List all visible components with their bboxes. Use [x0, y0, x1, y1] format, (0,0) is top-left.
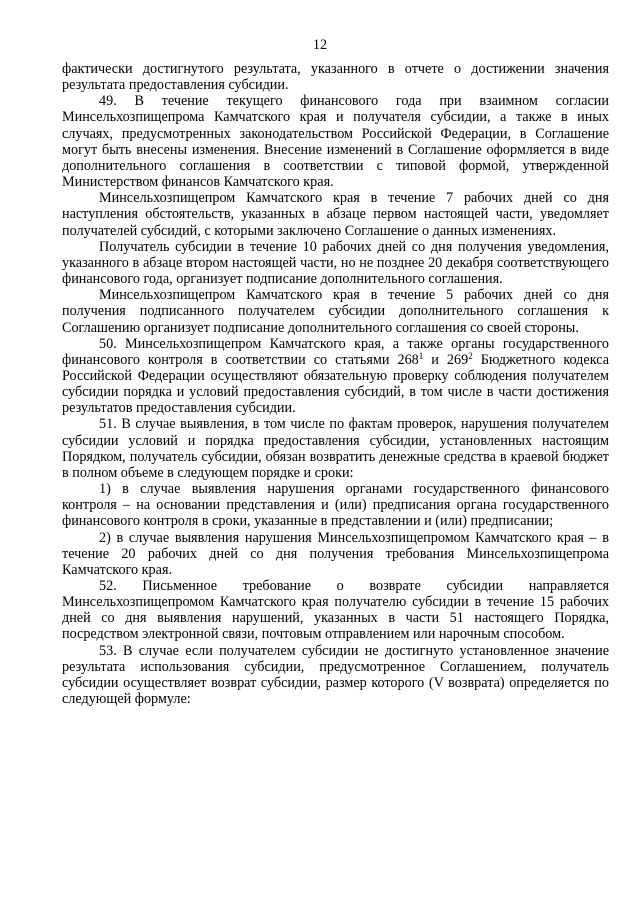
paragraph-50-text-a: 50. Минсельхозпищепром Камчатского края, а также органы государственного финансового контроля в соответствии со статьями 268 — [62, 335, 609, 368]
paragraph-50 — [62, 336, 609, 417]
paragraph-continuation: фактически достигнутого результата, указанного в отчете о достижении значения результата предоставления субсидии. — [62, 61, 609, 94]
paragraph-50-text-c: Бюджетного кодекса Российской Федерации осуществляют обязательную проверку соблюдения получателем субсидии порядка и условий предоставления субсидий, в том числе в части достижения результатов предоставления субсидии. — [62, 351, 610, 417]
paragraph-50-text-b: и 269 — [423, 351, 469, 368]
superscript-2: 2 — [468, 350, 473, 361]
superscript-1: 1 — [418, 350, 424, 361]
paragraph-51-item-1: 1) в случае выявления нарушения органами государственного финансового контроля – на основании представления и (или) предписания органа государственного финансового контроля в сроки, указанные в представлении и (или) предписании; — [62, 481, 609, 530]
paragraph-53: 53. В случае если получателем субсидии не достигнуто установленное значение результата использования субсидии, предусмотренное Соглашением, получатель субсидии осуществляет возврат субсидии, размер которого (V возврата) определяется по следующей формуле: — [62, 642, 609, 708]
document-body — [62, 61, 609, 707]
page-number: 12 — [312, 37, 328, 53]
paragraph-49: 49. В течение текущего финансового года при взаимном согласии Минсельхозпищепрома Камчатского края и получателя субсидии, а также в иных случаях, предусмотренных законодательством Российской Федерации, в Соглашение могут быть внесены изменения. Внесение изменений в Соглашение оформляется в виде дополнительного соглашения в соответствии с типовой формой, утвержденной Министерством финансов Камчатского края. — [62, 93, 609, 191]
paragraph-49-notification: Минсельхозпищепром Камчатского края в течение 7 рабочих дней со дня наступления обстоятельств, указанных в абзаце первом настоящей части, уведомляет получателей субсидий, с которыми заключено Соглашение о данных изменениях. — [62, 190, 609, 239]
paragraph-49-recipient: Получатель субсидии в течение 10 рабочих дней со дня получения уведомления, указанного в абзаце втором настоящей части, но не позднее 20 декабря соответствующего финансового года, организует подписание дополнительного соглашения. — [62, 238, 609, 288]
paragraph-51-item-2: 2) в случае выявления нарушения Минсельхозпищепромом Камчатского края – в течение 20 рабочих дней со дня получения требования Минсельхозпищепрома Камчатского края. — [62, 529, 609, 578]
paragraph-49-signing: Минсельхозпищепром Камчатского края в течение 5 рабочих дней со дня получения подписанного получателем субсидии дополнительного соглашения к Соглашению организует подписание дополнительного соглашения со своей стороны. — [62, 287, 609, 336]
paragraph-52: 52. Письменное требование о возврате субсидии направляется Минсельхозпищепромом Камчатского края получателю субсидии в течение 15 рабочих дней со дня выявления нарушений, указанных в части 51 настоящего Порядка, посредством электронной связи, почтовым отправлением или нарочным способом. — [62, 578, 609, 643]
paragraph-51: 51. В случае выявления, в том числе по фактам проверок, нарушения получателем субсидии условий и порядка предоставления субсидии, установленных настоящим Порядком, получатель субсидии, обязан возвратить денежные средства в краевой бюджет в полном объеме в следующем порядке и сроки: — [62, 416, 609, 481]
